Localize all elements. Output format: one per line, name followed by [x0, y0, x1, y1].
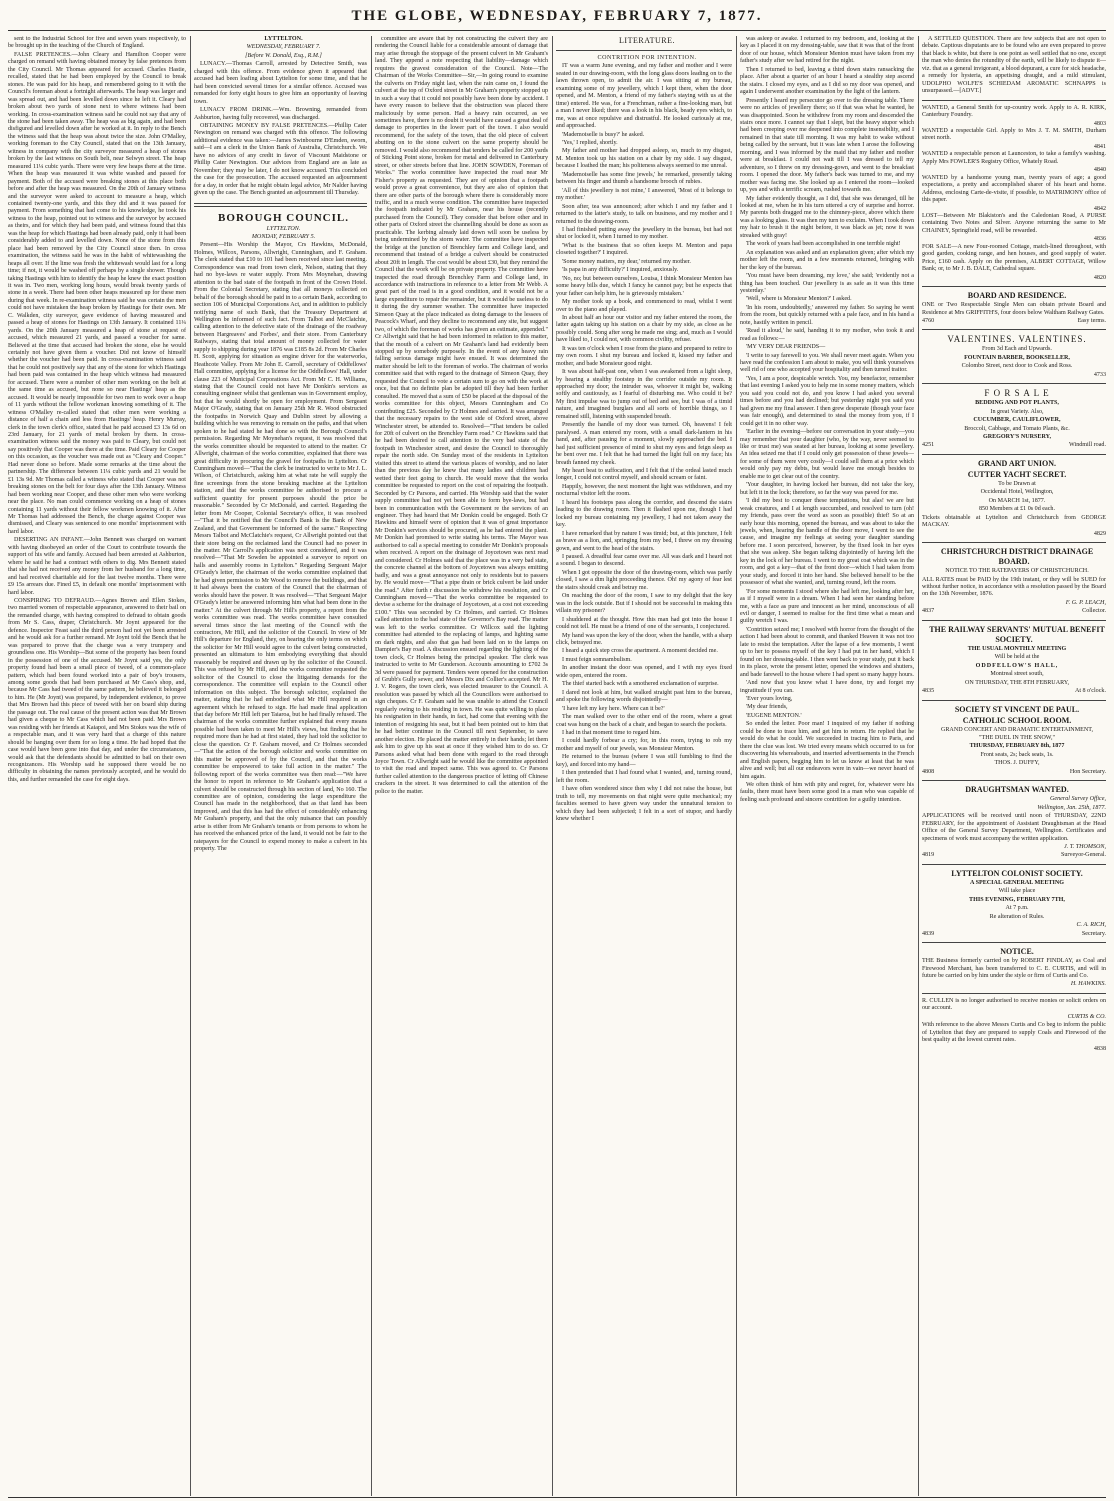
column-separator — [190, 36, 191, 1496]
advert-text: WANTED, a General Smith for up-country work. Apply to A. R. KIRK, Canterbury Foundry. — [922, 104, 1106, 119]
column-separator — [918, 36, 919, 1496]
story-paragraph: 'MY VERY DEAR FRIENDS— — [746, 344, 826, 351]
story-paragraph: 'I did my best to conquer these temptations, but alas! we are but weak creatures, and I at length succumbed, and resolved to turn (oh! my friends, pass over the word as soon as possible) thief! So at an early hour this morning, opened the bureau, and was about to take the jewels, when, hearing the handle of the door move, I went to see the cause, and imagine my feelings at seeing your daughter standing before me. I soon perceived, however, by the fixed look in her eyes that she was asleep. She began talking disjointedly of having left the key in the lock of her bureau. I went to my great coat which was in the room, and got a key—that of the front door—which I had taken from your study, and forced it into her hand. She believed herself to be the possessor of what she wanted, and, turning round, left the room. — [740, 498, 914, 587]
court-date: WEDNESDAY, FEBRUARY 7. — [246, 44, 321, 51]
story-paragraph: So ended the letter. Poor man! I inquired of my father if nothing could be done to trace him, and get him to return. He replied that he would do what he could. We succeeded in tracing him to Paris, and there the clue was lost. We tried every means which occurred to us for discovering his whereabouts, and inserted advertisements in the French and English papers, begging him to let us know at least that he was alive and well; but all our endeavors were in vain—we never heard of him again. — [740, 721, 914, 780]
story-paragraph: He returned to the bureau (where I was still fumbling to find the key), and forced into my hand— — [556, 754, 732, 768]
story-paragraph: My hand was upon the key of the door, when the handle, with a sharp click, betrayed me. — [556, 632, 732, 646]
story-paragraph: The thief started back with a smothered exclamation of surprise. — [562, 681, 719, 688]
fountain-bookseller: FOUNTAIN BARBER, BOOKSELLER, — [964, 354, 1070, 361]
valentines-price: From 3d Each and Upwards. — [982, 346, 1052, 353]
cullen-notice: R. CULLEN is no longer authorised to receive monies or solicit orders on our account. — [922, 997, 1106, 1012]
section-divider — [922, 383, 1106, 384]
classified-advert — [922, 151, 1106, 174]
court-heading: LYTTELTON. — [264, 36, 303, 42]
st-vincent-line: Front seats, 2s; back seats, 1s. — [980, 751, 1054, 758]
masthead — [0, 0, 1114, 30]
story-paragraph: My father and mother had dropped asleep, so, much to my disgust, M. Menton took up his station on a chair by my side. I say disgust, because I loathed the man; his politeness always seemed to me unreal. — [556, 148, 732, 170]
story-paragraph: 'I have left my key here. Where can it be?' — [562, 705, 665, 712]
colonist-line: A SPECIAL GENERAL MEETING — [970, 879, 1064, 886]
signature: J. T. THOMSON, — [1063, 843, 1106, 850]
borough-council-heading: BOROUGH COUNCIL. — [218, 211, 349, 224]
signature: H. HAWKINS. — [1070, 981, 1106, 988]
story-paragraph: 'Yes,' I replied, shortly. — [562, 139, 618, 146]
story-paragraph: In another instant the door was opened, and I with my eyes fixed wide open, entered the room. — [556, 665, 732, 679]
st-vincent-line: GRAND CONCERT AND DRAMATIC ENTERTAINMENT, — [940, 726, 1094, 733]
column-6-advertisements — [922, 36, 1106, 1496]
section-divider — [922, 700, 1106, 701]
signature-role: Surveyor-General. — [1060, 852, 1106, 859]
advert-number: 4837 — [922, 608, 935, 615]
art-union-line: On MARCH 1st, 1877. — [988, 497, 1046, 504]
story-paragraph: I had finished putting away the jewellery in the bureau, but had not shut or locked it, when I turned to my mother. — [556, 226, 732, 241]
story-paragraph: 'Read it aloud,' he said, handing it to my mother, who took it and read as follows:— — [740, 328, 914, 342]
for-sale-line: BEDDING AND POT PLANTS, — [975, 400, 1059, 407]
story-paragraph: It was about half-past one, when I was awakened from a light sleep, by hearing a stealthy footstep in the corridor outside my room. It approached my door; the intruder was, whoever it might be, walking softly and cautiously, as I fearful of disturbing me. Who could it be? My first impulse was to jump out of bed and see, but I was of a timid nature, and imagined burglars and all sorts of horrible things, so I remained still, listening with suspended breath. — [556, 369, 732, 420]
court-report-paragraph: LUNACY.—Thomas Carroll, arrested by Detective Smith, was charged with this offence. From evidence given it appeared that accused had been loafing about Lyttelton for some time, and that he had been convicted several times for a similar offence. Accused was remanded for forty eight hours to give him an opportunity of leaving town. — [194, 61, 367, 105]
section-divider — [194, 203, 367, 207]
court-report-paragraph: LUNACY FROM DRINK.—Wm. Browning, remanded from Ashburton, having fully recovered, was discharged. — [194, 107, 367, 121]
board-heading: BOARD AND RESIDENCE. — [967, 291, 1067, 301]
story-paragraph: I have remarked that by nature I was timid; but, at this juncture, I felt as brave as a lion, and, springing from my bed, I threw on my dressing gown, and went to the head of the stairs. — [556, 530, 732, 552]
story-paragraph: I then pretended that I had found what I wanted, and, turning round, left the room. — [556, 770, 732, 784]
section-divider — [922, 993, 1106, 994]
section-divider — [922, 100, 1106, 101]
section-divider — [922, 542, 1106, 543]
advert-number: 4842 — [1093, 205, 1106, 212]
valentines-heading: VALENTINES. VALENTINES. — [947, 334, 1087, 345]
advert-number: 4803 — [1093, 120, 1106, 127]
section-divider — [922, 864, 1106, 865]
column-3-council-continued — [375, 36, 548, 1496]
story-paragraph: 'Contrition seized me; I resolved with horror from the thought of the action I had been about to commit, and thanked Heaven it was not too late to resist the temptation. After the lapse of a few moments, I went up to her to possess myself of the key I had put in her hand, which I found on her dressing-table. I then went back to your study, put it back in its place, wrote the present letter, opened the windows and shutters, and bade farewell to the house where I had spent so many happy hours. — [740, 626, 914, 678]
section-divider — [922, 780, 1106, 781]
advert-number: 4836 — [1093, 236, 1106, 243]
story-paragraph: 'Earlier in the evening—before our conversation in your study—you may remember that your daughter (who, by the way, never seemed to like or trust me) was seated at her bureau, looking at some jewellery. An idea seized me that if I could only get possession of these jewels—for some of them were very costly—I could sell them at a price which would only pay my debts, but would leave me enough besides to enable me to get clear out of the country. — [740, 429, 914, 480]
advert-number: 4820 — [1093, 274, 1106, 281]
story-paragraph: I heard his footsteps pass along the corridor, and descend the stairs leading to the drawing room. Then it flashed upon me, though I had locked my bureau containing my jewellery, I had not taken away the key. — [556, 499, 732, 529]
for-sale-line: In great Variety. Also, — [990, 408, 1044, 415]
st-vincent-line: THURSDAY, FEBRUARY 8th, 1877 — [969, 743, 1065, 750]
column-separator — [371, 36, 372, 1496]
art-union-line: CUTTER YACHT SECRET. — [967, 469, 1067, 479]
council-date: MONDAY, FEBRUARY 5. — [251, 233, 316, 240]
section-divider — [556, 50, 732, 51]
court-magistrate: [Before W. Donald, Esq., R.M.] — [245, 52, 322, 59]
footer-rule — [8, 1497, 1106, 1498]
advert-number: 4838 — [1093, 1045, 1106, 1052]
section-divider — [922, 620, 1106, 621]
signature-role: Hon Secretary. — [1069, 768, 1106, 775]
story-paragraph: I had in that moment time to regard him. — [562, 729, 661, 736]
fountain-address: Colombo Street, next door to Cook and Ross. — [961, 363, 1073, 370]
advert-text: WANTED a respectable person at Launceston, to take a family's washing. Apply Mrs FOWLER'S Registry Office, Whately Road. — [922, 151, 1106, 165]
draughtsman-heading: DRAUGHTSMAN WANTED. — [965, 785, 1069, 795]
advert-number: 4840 — [1093, 167, 1106, 174]
advert-number: 4835 — [922, 688, 935, 695]
story-paragraph: My mother took up a book, and commenced to read, whilst I went over to the piano and played. — [556, 299, 732, 313]
for-sale-line: CUCUMBER, CAULIFLOWER, — [973, 417, 1061, 424]
advert-text: WANTED by a handsome young man, twenty years of age; a good expectations, a pretty and accomplished sharer of his heart and home. Address, enclosing Carte-de-visite, if possible, to MATRIMONY office of this paper. — [922, 174, 1106, 204]
council-report-paragraph: committee are aware that by not constructing the culvert they are rendering the Council liable for a considerable amount of damage that may arise through the stoppage of the present culvert in Mr Graham's land. They append a note respecting that liability—damage which requires the gravest consideration of the Council. Note—The Chairman of the Works Committee—Sir,—In going round to examine the culverts on Friday night last, when the rain came on, I found the culvert at the top of Oxford street in Mr Graham's property stopped up in such a way that it could not possibly have been done by accident. I have every reason to believe that the obstruction was placed there maliciously by some person. Had a heavy rain occurred, as we sometimes have, there is no doubt it would have caused a great deal of damage to properties in the lower part of the town. I also would recommend, for the safety of the town, that the old piece of culvert abutting on to the stone culvert on the same property should be removed. I would also recommend that tenders be called for 200 yards of Sticking Point stone, broken for metal and delivered in Canterbury street, or other streets before that line. JOHN SOWDEN, Foreman of Works." The works committee have inspected the road near Mr Fisher's property as requested. They are of opinion that a footpath would prove a great convenience, but they are also of opinion that there are other parts of the borough where there is considerably more traffic, and in a much worse condition. The committee have inspected the footpath indicated by Mr Graham, near his house (recently purchased from the Council). They consider that before other and in other parts of Oxford street the channelling should be done as soon as practicable. The kerbing already laid down will soon be useless by being undermined by the storm water. The committee have inspected the bridge at the junction of Brenchley farm and College land, and recommend that instead of a bridge a culvert should be constructed about 20ft in length. The cost would be about £30, but they remind the Council that the work will be on private property. The committee have inspected the road through Brenchley Farm and College land, in accordance with instructions in reference to a letter from Mr Webb. A great part of the road is in a good condition, and it would not be a large expenditure to repair the remainder, but it would be useless to do it during the dry summer weather. The committee have inspected Simeon Quay at the place indicated as doing damage to the lessees of Peacock's Wharf, and they decline to recommend any site, but suggest two, of which the foreman of works has given an estimate, appended." Cr Allwright said that he had been informed in relation to this matter, that the mouth of a culvert on Mr Graham's land had evidently been stopped up by somebody purposely. In the event of any heavy rain falling serious damage might have ensued. It was determined the matter should be left to the foreman of works. The chairman of works committee said that with regard to the drainage of Simeon Quay, they requested the Council to vote a certain sum to go on with the work at once, but that no definite plan be adopted till they had been further consulted. He moved that a sum of £50 be placed at the disposal of the works committee for this object, Messrs Cunningham and Co contributing £25. Seconded by Cr Holmes and carried. It was arranged that the necessary repairs to the west side of Oxford street, above Winchester street, be attended to. Resolved—"That tenders be called for 20ft of culvert on the Brenchley Farm road." Cr Hawkins said that he had been desired to call attention to the very bad state of the footpath in Winchester street, and desire the Council to thoroughly repair the north side. On Sunday most of the residents in Lyttelton visited this street to attend the various places of worship, and no later than the previous day he knew that many ladies and children had wetted their feet going to church. He would move that the works committee be requested to report on the cost of repairing the footpath. Seconded by Cr Parsons, and carried. His Worship said that the water supply committee had not yet been able to form bye-laws, but had been in communication with the Government re the services of an engineer. They had heard that Mr Donkin could be engaged. Both Cr Hawkins and himself were of opinion that it was of great importance Mr Donkin's services should be procured, as he had entered the plant. Mr Donkin had promised to write stating his terms. The Mayor was authorised to call a special meeting to consider Mr Donkin's proposals when received. A report on the drainage of Joycetown was next read and considered. Cr Holmes said that the place was in a very bad state, the concrete channel at the bottom of Joycetown was always emitting badly, and was a great annoyance not only to residents but to passers by. He would move—"That a pipe drain or brick culvert be laid under the road." After furth r discussion he withdrew his resolution, and Cr Cunningham moved—"That the works committee be requested to devise a scheme for the drainage of Joycetown, at a cost not exceeding £100." This was seconded by Cr Holmes, and carried. Cr Holmes called attention to the bad state of the Governor's Bay road. The matter was left to the works committee. Cr Willcox said the lighting committee had attended to the replacing of lamps, and lighting same on dark nights, and also that gas had been laid on to the lamps on Dampier's Bay road. A discussion ensued regarding the lighting of the town clock, Cr Holmes being the principal speaker. The clerk was instructed to write to Mr Gunderson. Accounts amounting to £702 3s 3d were passed for payment. Tenders were opened for the construction of Grubb's Gully sewer, and Messrs Dix and Collier's accepted. Mr H. J. V. Rogers, the town clerk, was elected treasurer to the Council. A resolution was passed by which all the Councillors were authorised to sign cheques. Cr F. Graham said he was unable to attend the Council regularly owing to his residing in town. He was quite willing to place his resignation in their hands, in fact, had come that evening with the intention of resigning his seat, but it had been pointed out to him that he had better continue in the Council till next September, to save another election. He placed the matter entirely in their hands; let them ask him to give up his seat at once if they wished him to do so. Cr Parsons asked what had been done with regard to the road through Joyce Town. Cr Allwright said he would like the committee appointed to visit the road and inspect same. This was agreed to. Cr Parsons further called attention to the dangerous practice of letting off Chinese crackers in the street. It was determined to call the attention of the police to the matter. — [375, 36, 548, 795]
story-paragraph: 'What is the business that so often keeps M. Menton and papa closeted together?' I inquired. — [556, 242, 732, 257]
column-separator — [736, 36, 737, 1496]
notice-text: THE Business formerly carried on by ROBERT FINDLAY, as Coal and Firewood Merchant, has been transferred to C. E. CURTIS, and will in future be carried on by him under the style or firm of Curtis and Co. — [922, 958, 1106, 979]
classified-advert — [922, 105, 1106, 128]
story-paragraph: I could hardly forbear a cry; for, in this room, trying to rob my mother and myself of our jewels, was Monsieur Menton. — [556, 738, 732, 752]
art-union-line: 850 Members at £1 0s 0d each. — [979, 506, 1055, 513]
story-paragraph: 'I write to say farewell to you. We shall never meet again. When you have read the confession I am about to make, you will think yourselves well rid of one who accepted your hospitality and then turned traitor. — [740, 352, 914, 374]
story-paragraph: 'Mademoiselle is busy?' he asked. — [562, 131, 645, 138]
column-2-court-and-council — [194, 36, 367, 1496]
story-paragraph: 'My dear friends, — [746, 704, 788, 711]
draughtsman-advert: APPLICATIONS will be received until noon of THURSDAY, 22ND FEBRUARY, for the appointment of Assistant Draughtsman at the Head Office of the General Survey Department, Wellington. Certificates and specimens of work must accompany the written application. — [922, 813, 1106, 842]
story-paragraph: Then I returned to bed, leaving a third down stairs ransacking the place. After about a quarter of an hour I heard a stealthy step ascend the stairs. I closed my eyes, and as I did so my door was opened, and again I underwent another examination by the light of the lantern. — [740, 66, 914, 96]
column-5-literature-continued — [740, 36, 914, 1496]
curtis-notice: With reference to the above Messrs Curtis and Co beg to inform the public of Lyttelton that they are prepared to supply Coals and Firewood of the best quality at the lowest current rates. — [922, 1022, 1106, 1044]
council-report-paragraph: Present—His Worship the Mayor, Crs Hawkins, McDonald, Holmes, Willcox, Parsons, Allwright, Cunningham, and F. Graham. The clerk stated that £10 to 101 had been received since last meeting. Correspondence was read from town clerk, Nelson, stating that they had no bye-laws re water supply. From Mrs Moynehan, drawing attention to the bad state of the footpath in front of the Crown Hotel. From the Colonial Secretary, stating that all moneys collected on behalf of the borough should be paid in to a certain Bank, according to section 106 of Municipal Corporations Act, and in addition to publicly notifying name of such Bank, that the Treasury Department at Wellington be informed of such fact. From Talbot and McClatchie, calling attention to the defective state of the drainage of the roadway between Hargreaves' and Forbes', and their store. From Canterbury Railways, stating that total amount of money collected for water supply to shipping during year 1876 was £185 8s 2d. From Mr Charles H. Scott, applying for situation as engine driver for the waterworks, Heathcote Valley. From Mr John E. Carroll, secretary of Oddfellows' Hall committee, applying for a license for the Oddfellows' Hall, under clause 223 of Municipal Corporations Act. From Mr C. H. Williams, stating that the Council could not have Mr Donkin's services as consulting engineer whilst that gentleman was in Government employ, but that he would shortly be open for employment. From Sergeant Major O'Grady, stating that on January 25th Mr R. Wood obstructed the footpaths in Norwich Quay and Dublin street by allowing a building which he was removing to remain on the paths, and that when spoken to he had stated he had done so with the Borough Council's permission. Regarding Mr Moynehan's request, it was resolved that the works committee should be requested to attend to the matter. Cr Allwright, chairman of the works committee, explained that there was great difficulty in procuring the gravel for footpaths in Lyttelton. Cr Cunningham moved—"That the clerk be instructed to write to Mr J. L. Wilson, of Christchurch, asking him at what rate he will supply the fine screenings from the stone breaking machine at the Lyttelton station, and that the works committee be authorised to procure a sufficient quantity for present purposes should the price be reasonable." Seconded by Cr McDonald, and carried. Regarding the letter from Mr Cooper, Colonial Secretary's office, it was resolved—"That it be notified that the Council's Bank is the Bank of New Zealand, and that Government be informed of the same." Respecting Messrs Talbot and McClatchie's request, Cr Allwright pointed out that their store being on the reclaimed land the Council had no power in the matter. Mr Carroll's application was next considered, and it was resolved—"That Mr Sowden be appointed a surveyor to report on halls and assembly rooms in Lyttelton." Regarding Sergeant Major O'Grady's letter, the chairman of the works committee explained that he had given permission to Mr Wood to remove the buildings, and that it had always been the custom of the Council that the chairman of works should have the power. It was resolved—"That Sergeant Major O'Grady's letter be answered informing him what had been done in the matter." At the culvert through Mr Hill's property, a report from the works committee was read. The works committee have consulted several times since the last meeting of the Council with the contractors, Mr Hill, and the solicitor of the Council. In view of Mr Hill's departure for England, they, on hearing the only terms on which the solicitor for Mr Hill would agree to the culvert being constructed, presented an ultimatum to him embodying everything that should reasonably be required and drawn up by the solicitor of the Council. This was refused by Mr Hill, and the works committee requested the solicitor of the Council to close the litigating demands for the correspondence. The committee will explain to the Council other information on this subject. The borough solicitor, explained the matter, stating that he had embodied what Mr Hill required in an agreement which he refused to sign. He had made final application that day before Mr Hill left per Taiaroa, but he had finally refused. The chairman of the works committee further explained that every means possible had been taken to meet Mr Hill's views, but finding that he required more than he had at first stated, they had told the solicitor to close the question. Cr F. Graham moved, and Cr Holmes seconded—"That the action of the borough solicitor and works committee on this matter be approved of by the Council, and that the works committee be empowered to take full action in the matter." The following report of the works committee was then read:—"We have the honor to report in reference to Mr Graham's application that a culvert should be constructed through his section of land, No 160. The committee are of opinion, considering the large expenditure the Council has made in the neighborhood, that as that land has been improved, and that this has had the effect of considerably enhancing Mr Graham's property, and that the only nuisance that can possibly arise is either from Mr Graham's tenants or from persons to whom he has received the enhanced price of the land, it would not be fair to the ratepayers for the Council to expend money to make a culvert in his property. The — [194, 242, 367, 853]
story-paragraph: My heart beat to suffocation, and I felt that if the ordeal lasted much longer, I could not control myself, and should scream or faint. — [556, 468, 732, 482]
story-paragraph: I paused. A dreadful fear came over me. All was dark and I heard not a sound. I began to descend. — [556, 554, 732, 568]
signature: THOS. J. DUFFY, — [994, 760, 1040, 767]
story-paragraph: 'And now that you know what I have done, try and forget my ingratitude if you can. — [740, 680, 914, 694]
court-report-paragraph: OBTAINING MONEY BY FALSE PRETENCES.—Phillip Cater Newington on remand was charged with this offence. The following additional evidence was taken:—James Swinbourne D'Emden, sworn, said—I am a clerk in the Union Bank of Australia, Christchurch. We have no advices of any credit in favor of Viscount Maidstone or Phillip Cater Newington. Our advices from England are as late as November; they may be later, I do not know accused. This concluded the case for the prosecution. The accused requested an adjournment for a day, in order that he might obtain legal advice, Mr Nalder having given up the case. The Bench granted an adjournment till Thursday. — [194, 122, 367, 197]
story-paragraph: 'EUGENE MENTON.' — [746, 712, 802, 719]
story-paragraph: 'Is papa in any difficulty?' I inquired, anxiously. — [562, 267, 679, 274]
signature-role: Collector. — [1082, 608, 1106, 615]
drainage-board-heading: CHRISTCHURCH DISTRICT DRAINAGE BOARD. — [940, 547, 1094, 567]
railway-society-heading: THE RAILWAY SERVANTS' MUTUAL BENEFIT SOCIETY. — [929, 624, 1105, 644]
story-paragraph: Presently the handle of my door was turned. Oh, heavens! I felt paralysed. A man entered my room, with a small dark-lantern in his hand, and, after pausing for a moment, slowly approached the bed. I had just sufficient presence of mind to shut my eyes and feign sleep as he bent over me. I felt that he had turned the light full on my face; his breath fanned my cheek. — [556, 422, 732, 466]
story-paragraph: 'Ever yours loving, — [746, 695, 793, 702]
story-paragraph: I heard a quick step cross the apartment. A moment decided me. — [562, 648, 718, 655]
advert-number: 4808 — [922, 768, 935, 775]
drainage-notice: ALL RATES must be PAID by the 19th instant, or they will be SUED for without further notice, in accordance with a resolution passed by the Board on the 13th November, 1876. — [922, 576, 1106, 598]
colonist-line: At 7 p.m. — [1005, 905, 1029, 912]
literature-heading: LITERATURE. — [619, 36, 675, 45]
signature: F. G. P. LEACH, — [1065, 599, 1106, 606]
for-sale-line: Broccoli, Cabbage, and Tomato Plants, &c. — [964, 425, 1070, 432]
newspaper-title: THE GLOBE, WEDNESDAY, FEBRUARY 7, 1877. — [351, 8, 763, 24]
advert-text: FOR SALE—A new Four-roomed Cottage, match-lined throughout, with good garden, cooking range, and hen houses, and good supply of water. Price, £160 cash. Apply on the premises, ALBERT COTTAGE, Willow Bank; or, to Mr J. B. DALE, Cathedral square. — [922, 243, 1106, 273]
story-paragraph: In about half an hour our visitor and my father entered the room, the latter again taking up his station on a chair by my side, as close as he possibly could. Song after song he made me sing; and, much as I would have liked to, I could not, with common civility, refuse. — [556, 314, 732, 344]
classified-advert — [922, 213, 1106, 244]
column-1-court-reports — [8, 36, 186, 1496]
advert-number: 4819 — [922, 852, 935, 859]
art-union-line: To be Drawn at — [998, 480, 1036, 487]
column-separator — [552, 36, 553, 1496]
colonist-line: Re alteration of Rules. — [989, 913, 1045, 920]
classified-advert — [922, 244, 1106, 282]
railway-line: ODDFELLOW'S HALL, — [975, 662, 1059, 669]
railway-line: ON THURSDAY, THE 8TH FEBRUARY, — [965, 679, 1069, 686]
story-paragraph: 'Mademoiselle has some fine jewels,' he remarked, presently taking between his finger and thumb a handsome brooch of rubies. — [556, 171, 732, 186]
railway-time: At 8 o'clock. — [1074, 688, 1106, 695]
railway-line: THE USUAL MONTHLY MEETING — [967, 645, 1067, 652]
board-advert: ONE or Two Respectable Single Men can obtain private Board and Residence at Mrs GRIFFITH'S, four doors below Waltham Railway Gates. — [922, 302, 1106, 316]
colonist-line: Will take place — [998, 888, 1036, 895]
court-report-paragraph: DESERTING AN INFANT.—John Bennett was charged on warrant with having disobeyed an order of the Court to contribute towards the support of his wife and family. Accused had been arrested at Ashburton, where he said he had a contract with others to dig. Mrs Bennett stated that she had not received any money from her husband for a long time, and had received charitable aid for the last twelve months. There were £9 15s arrears due. Fined £5, in default one months' imprisonment with hard labor. — [8, 537, 186, 596]
story-paragraph: The work of years had been accomplished in one terrible night! — [746, 241, 901, 248]
story-paragraph: I shuddered at the thought. How this man had got into the house I could not tell. He must be a friend of one of the servants, I conjectured. — [556, 616, 732, 631]
board-terms: Easy terms. — [1077, 317, 1106, 324]
story-paragraph: I must feign somnambulism. — [562, 656, 632, 663]
story-paragraph: IT was a warm June evening, and my father and mother and I were seated in our drawing-room, with the long glass doors leading on to the lawn thrown open, to admit the air. I was sitting at my bureau, examining some of my jewellery, which I kept there, when the door opened, and M. Menton, a friend of my father's staying with us at the time) entered. He was, for a Frenchman, rather a fine-looking man, but a man I never liked; there was a look in his black, beady eyes which, to me, was at once repulsive and distrustful. He looked curiously at me, and approached. — [556, 63, 732, 130]
story-paragraph: On reaching the door of the room, I saw to my delight that the key was in the lock outside. But if I should not be successful in making this villain my prisoner? — [556, 593, 732, 615]
colonist-line: THIS EVENING, FEBRUARY 7TH, — [969, 896, 1065, 903]
draughtsman-line: Wellington, Jan. 25th, 1877. — [1037, 804, 1106, 811]
story-paragraph: The man walked over to the other end of the room, where a great coat was hung on the back of a chair, and began to search the pockets. — [556, 714, 732, 728]
art-union-heading: GRAND ART UNION. — [977, 458, 1057, 468]
railway-line: Will be held at the — [994, 654, 1040, 661]
story-paragraph: Soon after, tea was announced; after which I and my father and I returned to the latter's study, to talk on business, and my mother and I returned to the drawing-room. — [556, 203, 732, 225]
classified-advert — [922, 175, 1106, 213]
drainage-notice-heading: NOTICE TO THE RATEPAYERS OF CHRISTCHURCH. — [945, 568, 1089, 575]
story-paragraph: Happily, however, the next moment the light was withdrawn, and my nocturnal visitor left the room. — [556, 483, 732, 498]
court-report-paragraph: CONSPIRING TO DEFRAUD.—Agnes Brown and Ellen Stokes, two married women of respectable appearance, answered to their bail on the remanded charge, with having conspired to defraud to obtain goods from Mr S. Cass, draper, Christchurch. Mr Joynt appeared for the defence. Inspector Feast said the third person had not yet been arrested and he would ask for a further remand. Mr Joynt told the Bench that he was prepared to prove that the charge was a very trumpery and groundless one. His Worship—But some of the property has been found in the possession of one of the accused. Mr Joynt said yes, the only property found had been a small piece of tweed, of a common-place pattern, which had been found worked into a pair of boy's trousers, among some goods that had been purchased at Mr Cass's shop, and, because Mr Cass had tweed of the same pattern, he believed it belonged to him. He (Mr Joynt) was prepared, by independent evidence, to prove that Mrs Brown had this piece of tweed with her on board ship during the passage out. The real cause of the present action was that Mr Brown had given a cheque to Mr Cass which had not been paid. Mrs Brown was residing with her friends at Kaiapoi, and Mrs Stokes was the wife of a respectable man, and it was very hard that a charge of this nature should be hanging over them for so long a time. He had hoped that the case would have been gone into that day, and under the circumstances, would ask that the defendants should be admitted to bail on their own recognizances. His Worship said he supposed there would be no difficulty in obtaining the names previously accepted, and he would do this, and further remanded the case for eight days. — [8, 597, 186, 783]
signature-role: Secretary. — [1081, 930, 1106, 937]
section-divider — [922, 454, 1106, 455]
draughtsman-line: General Survey Office, — [1049, 796, 1106, 803]
court-report-paragraph: sent to the Industrial School for five and seven years respectively, to be brought up in the teaching of the Church of England. — [8, 36, 186, 50]
advert-number: 4839 — [922, 930, 935, 937]
railway-line: Montreal street south, — [990, 671, 1044, 678]
settled-question-advert: A SETTLED QUESTION. There are few subjects that are not open to debate. Captious disputants are to be found who are even prepared to prove that black is white, but there is one point as well settled that no one, except the man who denies the rotundity of the earth, will be likely to dispute it—viz. that as a general invigorant, a blood depurant, a cure for sick headache, a remedy for hysteria, an appetising draught, and a mild stimulant, UDOLPHO WOLFE'S SCHIEDAM AROMATIC SCHNAPPS is unsurpassed.—[ADVT.] — [922, 36, 1106, 95]
story-paragraph: 'No, no; but between ourselves, Louisa, I think Monsieur Menton has some heavy bills due, which I fancy he cannot pay; but he expects that your father can help him, he is grievously mistaken.' — [556, 275, 732, 297]
council-place: LYTTELTON. — [266, 225, 301, 232]
for-sale-address: Windmill road. — [1069, 442, 1106, 449]
story-paragraph: 'Yes, I am a poor, despicable wretch. You, my benefactor, remember that last evening I asked you to help me in some money matters, which you said you could not do, and you know I had asked you several times before and you had declined; but yesterday night you said you had given me my final answer. I then grew desperate (though your face was fair enough), and determined to steal the money from you, if I could get it in no other way. — [740, 375, 914, 427]
st-vincent-line: CATHOLIC SCHOOL ROOM. — [962, 715, 1072, 725]
column-4-literature — [556, 36, 732, 1496]
section-divider — [922, 286, 1106, 287]
story-paragraph: 'Well, where is Monsieur Menton?' I asked. — [746, 296, 852, 303]
story-paragraph: It was ten o'clock when I rose from the piano and prepared to retire to my own room. I shut my bureau and locked it, kissed my father and mother, and bade Monsieur good night. — [556, 345, 732, 367]
story-paragraph: My father evidently thought, as I did, that she was deranged, till he looked at me, when he in his turn uttered a cry of surprise and horror. My parents both dragged me to the chimney-piece, above which there was a looking glass. It was then my turn to exclaim. When I took down my hair to brush it the night before, it was black as jet; now it was streaked with gray! — [740, 195, 914, 239]
story-paragraph: was asleep or awake. I returned to my bedroom, and, looking at the key as I placed it on my dressing-table, saw that it was that of the front door of our house, which Monsieur Menton must have taken from my father's study after we had retired for the night. — [740, 36, 914, 65]
advert-number: 4251 — [922, 442, 935, 449]
colonist-society-heading: LYTTELTON COLONIST SOCIETY. — [951, 868, 1083, 878]
classified-advert — [922, 128, 1106, 151]
story-paragraph: I have often wondered since then why I did not raise the house, but truth to tell, my movements on that night were quite mechanical; my faculties seemed to have given way under the unnatural tension to which they had been subjected; I felt in a sort of stupor, and hardly knew whether I — [556, 786, 732, 822]
story-paragraph: We often think of him with pity and regret, for, whatever were his faults, there must have been some good in a man who was capable of feeling such profound and sincere contrition for a guilty intention. — [740, 781, 914, 803]
for-sale-heading: F O R S A L E — [984, 388, 1050, 399]
signature: CURTIS & CO. — [1067, 1013, 1106, 1020]
court-report-paragraph: FALSE PRETENCES.—John Cleary and Hamilton Cooper were charged on remand with having obtained money by false pretences from the City Council. Mr Thomas appeared for accused. Charles Hastie, recalled, stated that he had been employed by the Council to break stones. He was paid for his heap, and remembered going to it with the Council's foreman about a fortnight afterwards. The heap was larger and was spread out, and had been levelled down since he left it. Cleary had broken about two yards of stone next to where witness had been working. In cross-examination witness said he could not say that any of the stone had been taken away. The heap was as big again, and had been disfigured and levelled down after he worked at it. In reply to the Bench the witness said that the heap was about twice the size. John O'Malley, working foreman to the City Council, stated that on the 13th January, witness in company with the city surveyor measured a heap of stones broken by the last witness on South belt, near Selwyn street. The heap measured 11¼ cubic yards. There were very few heaps there at the time. When the heap was measured it was white washed and passed for payment. Both of the accused were breaking stones at this place both before and after the heap was measured. On the 20th of January witness and the surveyor were asked to account to measure a heap, which contained twenty-one yards, and this they did and it was passed for payment. From something that had come to his knowledge, he took his witness to the heap, pointed out to witness and the surveyor by accused as theirs, and for which they had been paid, and witness found that this was the heap for which Hastings had been already paid, only it had been considerably added to and levelled down. None of the stone from this place had been removed by the City Council since then. In cross examination, the witness said he was in the habit of whitewashing the heaps all over. If the lime was fresh the whitewash would last for a long time; if not, it would be washed off perhaps by a single shower. Though taking Hastings with him to identify the heap he knew the exact position it was in. Two men, working long hours, would break twenty yards of stone in a week. There had been other heaps measured up for these men during that week. In re-examination witness said he was certain the men could not have mistaken the heap broken by Hastings for their own. Mr C. Walkden, city surveyor, gave evidence of having measured and passed a heap of stones for Hastings on 13th January. It contained 11¼ yards. On the 20th January measured a heap of stone at request of accused, which measured 21 yards, and passed a voucher for same. Believed at the time that accused had broken the stone, else he would certainly not have given them a voucher. Did not know of himself whether the voucher had been paid. In cross-examination witness said that he could not positively say that any of the stone for which Hastings had been paid was contained in the heap which witness had measured for accused. There were a number of other men working on the belt at the same time as accused, but none so near Hastings' heap as the accused. It would be nearly impossible for two men to work over a heap of 11 yards without the fellow workman knowing something of it. The witness O'Malley re-called stated that other men were working a distance of half a chain and less from Hastings' heap. Henry Murray, clerk in the town clerk's office, stated that he paid accused £3 13s 6d on 23rd January, for 21 yards of metal broken by them. In cross-examination witness said the money was paid to Cleary, but could not say positively that Cooper was there at the time. Paid Cleary for Cooper on this occasion, as the voucher was made out as "Cleary and Cooper." Had never done so before. Made some remarks at the time about the partnership. The difference between 11¼ cubic yards and 21 would be £1 13s 9d. Mr Thomas called a witness who stated that Cooper was not breaking stones on the belt for four days after the 13th January. Witness had been working near Cooper, and these other men who were working near the place. No man could commence working on a heap of stones containing 11 yards without their fellow workmen knowing of it. After Mr Thomas had addressed the Bench, the charge against Cooper was dismissed, and Cleary was sentenced to one months' imprisonment with hard labor. — [8, 51, 186, 535]
advert-number: 4733 — [1093, 371, 1106, 378]
story-paragraph: An explanation was asked and an explanation given; after which my mother left the room, and in a few moments returned, bringing with her the key of the bureau. — [740, 249, 914, 271]
advert-number: 4841 — [1093, 143, 1106, 150]
story-title: CONTRITION FOR INTENTION. — [597, 55, 697, 61]
story-paragraph: 'In his room, undoubtedly,' answered my father. So saying he went from the room, but quickly returned with a pale face, and in his hand a note, hastily written in pencil. — [740, 304, 914, 326]
notice-heading: NOTICE. — [1000, 947, 1034, 957]
st-vincent-line: "THE DUEL IN THE SNOW," — [978, 735, 1055, 741]
st-vincent-heading: SOCIETY ST VINCENT DE PAUL. — [954, 704, 1080, 714]
signature: C. A. RICH, — [1076, 922, 1106, 929]
story-paragraph: 'For some moments I stood where she had left me, looking after her, as if I myself were in a dream. When I had seen her standing before me, with a face as pure and innocent as her mind, unconscious of all evil or danger, I seemed to realise for the first time what a mean and guilty wretch I was. — [740, 588, 914, 625]
section-divider — [922, 329, 1106, 330]
advert-number: 4760 — [922, 317, 935, 324]
advert-number: 4829 — [1093, 530, 1106, 537]
story-paragraph: Presently I heard my persecutor go over to the dressing table. There were no articles of jewellery there; so if that was what he wanted, he was disappointed. Soon he withdrew from my room and descended the stairs once more. I cannot say that I slept, but the heavy stupor which had been creeping over me deepened into complete insensibility, and I remained in that state till morning. It was my habit to wake without being called by the servant, but it was late when I arose the following morning, and I was informed by the maid that my father and mother were at breakfast. I could not wait till I was dressed to tell my adventure, so I threw on my dressing-gown, and went to the breakfast room. I opened the door. My father's back was turned to me, and my mother was facing me. She looked up as I entered the room—looked up, yes and with a terrific scream, rushed towards me. — [740, 97, 914, 194]
masthead-rule — [8, 30, 1106, 31]
art-union-line: Tickets obtainable at Lyttelton and Christchurch from GEORGE MACKAY. — [922, 514, 1106, 529]
advert-text: LOST—Between Mr Blakiston's and the Caledonian Road, A PURSE containing Two Notes and Silver. Anyone returning the same to Mr CHAINEY, Springfield road, will be rewarded. — [922, 212, 1106, 234]
story-paragraph: 'You must have been dreaming, my love,' she said; 'evidently not a thing has been touched. Our jewellery is as safe as it was this time yesterday.' — [740, 273, 914, 294]
for-sale-line: GREGORY'S NURSERY, — [982, 434, 1052, 441]
story-paragraph: I dared not look at him, but walked straight past him to the bureau, and spoke the following words disjointedly— — [556, 689, 732, 704]
advert-text: WANTED a respectable Girl. Apply to Mrs J. T. M. SMITH, Durham street north. — [922, 127, 1106, 142]
section-divider — [922, 942, 1106, 943]
art-union-line: Occidental Hotel, Wellington, — [980, 489, 1054, 496]
story-paragraph: When I got opposite the door of the drawing-room, which was partly closed, I saw a dim light proceeding thence. Oh! my agony of fear lest the stairs should creak and betray me. — [556, 569, 732, 591]
story-paragraph: 'All of this jewellery is not mine,' I answered, 'Most of it belongs to my mother.' — [556, 187, 732, 202]
story-paragraph: 'Your daughter, in having locked her bureau, did not take the key, but left it in the lock; therefore, so far the way was paved for me. — [740, 482, 914, 496]
story-paragraph: 'Some money matters, my dear,' returned my mother. — [562, 258, 691, 265]
